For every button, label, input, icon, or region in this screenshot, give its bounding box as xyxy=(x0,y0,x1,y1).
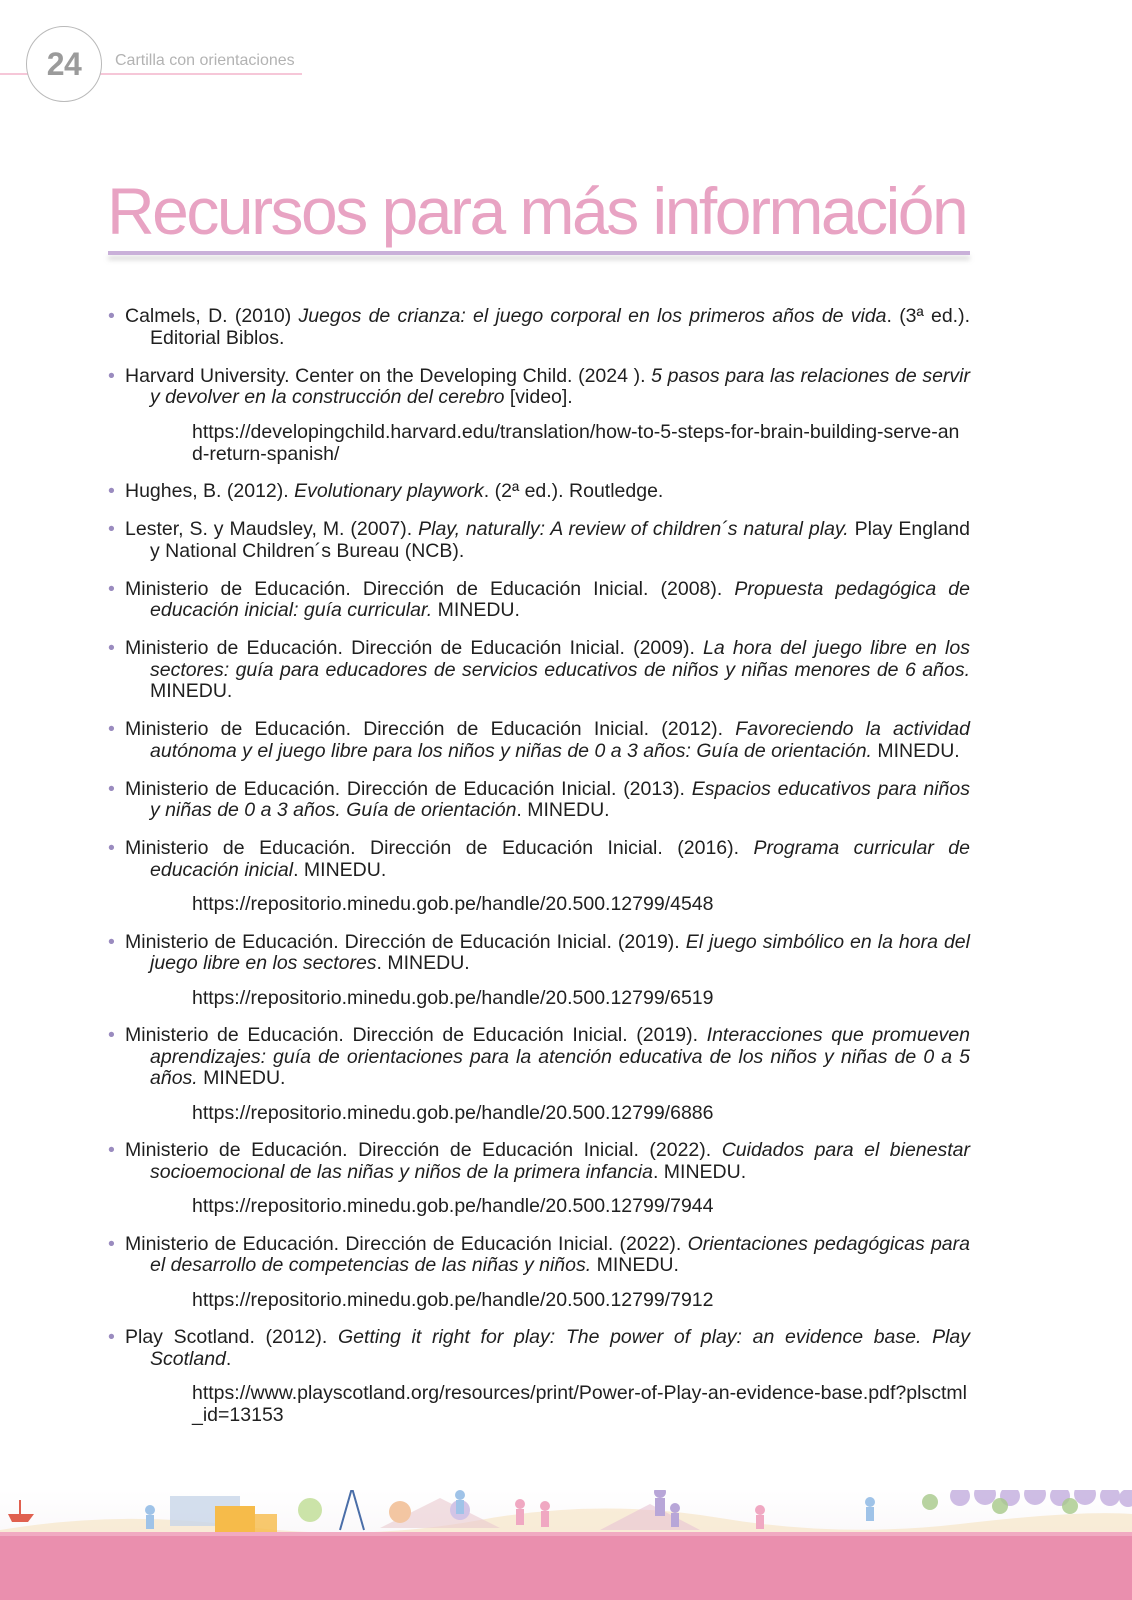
reference-item xyxy=(108,579,970,622)
reference-url[interactable]: https://repositorio.minedu.gob.pe/handle/20.500.12799/6886 xyxy=(192,1101,714,1124)
reference-url[interactable]: https://repositorio.minedu.gob.pe/handle/20.500.12799/7944 xyxy=(192,1195,714,1217)
reference-item xyxy=(108,779,970,822)
reference-item xyxy=(108,638,970,703)
reference-details: . MINEDU. xyxy=(376,952,470,974)
reference-author: Ministerio de Educación. Dirección de Educación Inicial. (2009). xyxy=(125,637,704,659)
reference-details: MINEDU. xyxy=(591,1254,679,1276)
reference-details: MINEDU. xyxy=(432,599,520,621)
reference-author: Ministerio de Educación. Dirección de Educación Inicial. (2022). xyxy=(125,1139,722,1161)
reference-details: [video]. xyxy=(504,386,573,408)
reference-details: MINEDU. xyxy=(197,1067,286,1089)
reference-url[interactable]: https://repositorio.minedu.gob.pe/handle/20.500.12799/7912 xyxy=(192,1288,714,1311)
running-header-title: Cartilla con orientaciones xyxy=(115,52,295,69)
reference-author: Ministerio de Educación. Dirección de Educación Inicial. (2019). xyxy=(125,1024,707,1046)
reference-list xyxy=(108,306,970,1443)
reference-title: Espacios educativos para niños y niñas de 0 a 3 años. Guía de orientación xyxy=(150,777,970,821)
reference-title: La hora del juego libre en los sectores: guía para educadores de servicios educativos de niños y niñas menores de 6 años. xyxy=(150,637,970,681)
page-title: Recursos para más información xyxy=(107,174,967,248)
reference-url[interactable]: https://developingchild.harvard.edu/translation/how-to-5-steps-for-brain-building-serve-and-return-spanish/ xyxy=(192,420,960,465)
reference-item xyxy=(108,1140,970,1217)
reference-details: Play England y National Children´s Bureau (NCB). xyxy=(150,518,970,562)
reference-item xyxy=(108,1234,970,1311)
reference-author: Calmels, D. (2010) xyxy=(125,305,299,327)
reference-item xyxy=(108,838,970,915)
reference-details: MINEDU. xyxy=(871,739,960,762)
reference-url[interactable]: https://www.playscotland.org/resources/print/Power-of-Play-an-evidence-base.pdf?plsctml_id=13153 xyxy=(192,1382,967,1426)
reference-title: Favoreciendo la actividad autónoma y el juego libre para los niños y niñas de 0 a 3 años: Guía de orientación. xyxy=(150,718,970,762)
reference-details: . xyxy=(225,1347,232,1370)
reference-author: Hughes, B. (2012). xyxy=(125,480,295,502)
reference-title: Programa curricular de educación inicial xyxy=(150,837,970,881)
reference-author: Play Scotland. (2012). xyxy=(125,1326,339,1348)
reference-details: . MINEDU. xyxy=(516,799,610,821)
reference-title: Play, naturally: A review of children´s natural play. xyxy=(418,518,849,540)
reference-title: Interacciones que promueven aprendizajes: guía de orientaciones para la atención educativa de los niños y niñas de 0 a 5 años. xyxy=(150,1024,970,1089)
reference-author: Ministerio de Educación. Dirección de Educación Inicial. (2008). xyxy=(125,577,735,600)
reference-item xyxy=(108,481,970,503)
page-header xyxy=(0,0,1132,110)
reference-title: Orientaciones pedagógicas para el desarrollo de competencias de las niñas y niños. xyxy=(150,1232,970,1276)
reference-item xyxy=(108,1025,970,1124)
reference-item xyxy=(108,932,970,1009)
reference-item xyxy=(108,719,970,762)
reference-details: . MINEDU. xyxy=(652,1160,747,1183)
reference-title: El juego simbólico en la hora del juego libre en los sectores xyxy=(150,930,970,974)
footer-illustration xyxy=(0,1490,1132,1600)
reference-details: . MINEDU. xyxy=(293,858,387,881)
reference-author: Ministerio de Educación. Dirección de Educación Inicial. (2022). xyxy=(125,1232,688,1255)
reference-title: 5 pasos para las relaciones de servir y devolver en la construcción del cerebro xyxy=(150,364,970,408)
reference-url[interactable]: https://repositorio.minedu.gob.pe/handle/20.500.12799/6519 xyxy=(192,986,714,1009)
page-number: 24 xyxy=(46,45,82,82)
reference-title: Evolutionary playwork xyxy=(294,480,484,502)
reference-title: Propuesta pedagógica de educación inicial: guía curricular. xyxy=(150,577,970,621)
reference-title: Cuidados para el bienestar socioemocional de las niñas y niños de la primera infancia xyxy=(150,1139,970,1183)
reference-item xyxy=(108,366,970,465)
reference-author: Ministerio de Educación. Dirección de Educación Inicial. (2016). xyxy=(125,837,754,859)
reference-item xyxy=(108,306,970,349)
page-number-circle xyxy=(26,26,102,102)
reference-details: MINEDU. xyxy=(150,680,233,702)
reference-author: Ministerio de Educación. Dirección de Educación Inicial. (2019). xyxy=(125,930,686,953)
reference-item xyxy=(108,519,970,562)
reference-item xyxy=(108,1327,970,1426)
title-underline xyxy=(108,251,970,255)
reference-details: . (2ª ed.). Routledge. xyxy=(483,480,664,502)
reference-author: Lester, S. y Maudsley, M. (2007). xyxy=(125,518,419,540)
reference-details: . (3ª ed.). Editorial Biblos. xyxy=(150,305,971,349)
reference-title: Juegos de crianza: el juego corporal en los primeros años de vida xyxy=(298,305,887,327)
reference-url[interactable]: https://repositorio.minedu.gob.pe/handle/20.500.12799/4548 xyxy=(192,893,714,915)
reference-author: Ministerio de Educación. Dirección de Educación Inicial. (2013). xyxy=(125,777,692,800)
reference-author: Ministerio de Educación. Dirección de Educación Inicial. (2012). xyxy=(125,718,736,740)
reference-author: Harvard University. Center on the Developing Child. (2024 ). xyxy=(125,364,652,387)
reference-title: Getting it right for play: The power of play: an evidence base. Play Scotland xyxy=(150,1326,971,1370)
